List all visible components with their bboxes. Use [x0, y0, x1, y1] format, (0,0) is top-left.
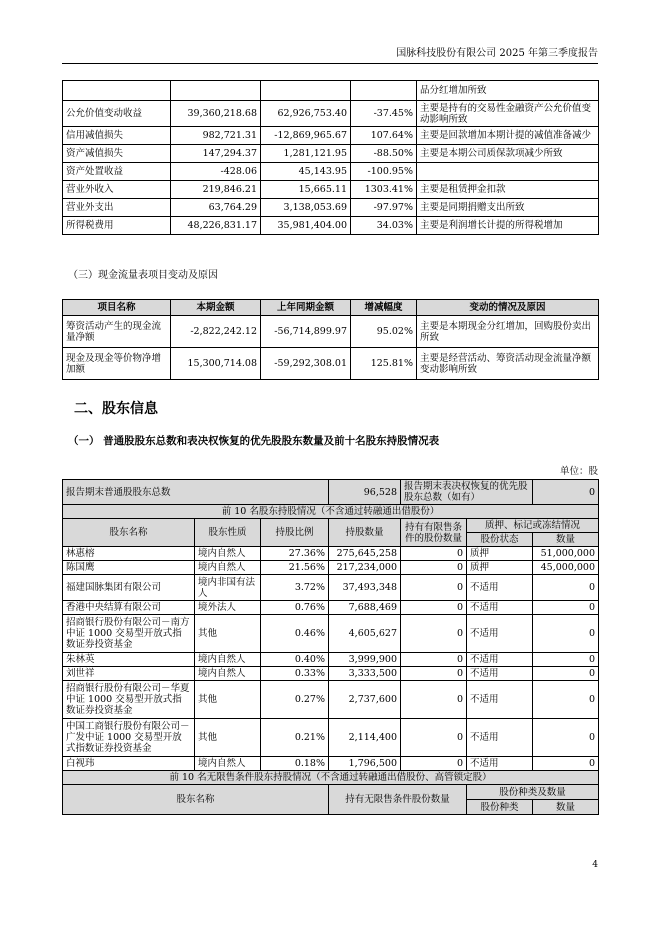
holder-name: 陈国鹰	[63, 561, 195, 575]
holder-qty: 275,645,258	[329, 547, 401, 561]
holder-ratio: 0.46%	[261, 615, 329, 653]
current-amount: -2,822,242.12	[171, 316, 261, 348]
cashflow-heading: （三）现金流量表项目变动及原因	[68, 270, 218, 281]
item-name: 资产减值损失	[63, 145, 171, 163]
holder-pledge-count: 0	[533, 681, 599, 719]
prior-amount: -59,292,308.01	[261, 348, 351, 380]
preferred-holders-label: 报告期末表决权恢复的优先股股东总数（如有）	[401, 480, 533, 505]
holder-status: 不适用	[467, 601, 533, 615]
holder-pledge-count: 0	[533, 757, 599, 771]
current-amount: 219,846.21	[171, 181, 261, 199]
holder-pledge-count: 45,000,000	[533, 561, 599, 575]
table-row	[63, 163, 599, 181]
shareholder-table	[62, 479, 599, 815]
holder-name: 香港中央结算有限公司	[63, 601, 195, 615]
column-header-count: 数量	[533, 533, 599, 547]
table-row	[63, 757, 599, 771]
holder-name: 招商银行股份有限公司－华夏中证 1000 交易型开放式指数证券投资基金	[63, 681, 195, 719]
reason-cell: 主要是本期现金分红增加，回购股份卖出所致	[417, 316, 599, 348]
table-row	[63, 145, 599, 163]
unrestricted-title: 前 10 名无限售条件股东持股情况（不含通过转融通出借股份、高管锁定股）	[63, 771, 599, 785]
table-row	[63, 547, 599, 561]
column-header: 变动的情况及原因	[417, 300, 599, 316]
column-header: 增减幅度	[351, 300, 417, 316]
holder-pledge-count: 0	[533, 653, 599, 667]
holder-name: 中国工商银行股份有限公司－广发中证 1000 交易型开放式指数证券投资基金	[63, 719, 195, 757]
holder-nature: 其他	[195, 681, 261, 719]
holder-nature: 其他	[195, 615, 261, 653]
holder-status: 不适用	[467, 653, 533, 667]
holder-nature: 境内自然人	[195, 561, 261, 575]
subsection-title: （一） 普通股股东总数和表决权恢复的优先股股东数量及前十名股东持股情况表	[68, 435, 440, 447]
current-amount: 48,226,831.17	[171, 217, 261, 235]
top10-title: 前 10 名股东持股情况（不含通过转融通出借股份）	[63, 505, 599, 519]
table-row	[63, 653, 599, 667]
item-name: 信用减值损失	[63, 127, 171, 145]
holder-restricted: 0	[401, 719, 467, 757]
holder-name: 招商银行股份有限公司－南方中证 1000 交易型开放式指数证券投资基金	[63, 615, 195, 653]
holder-qty: 4,605,627	[329, 615, 401, 653]
column-header-count: 数量	[533, 800, 599, 815]
column-header-share-type: 股份种类	[467, 800, 533, 815]
change-rate: -88.50%	[351, 145, 417, 163]
column-header-unrestricted-qty: 持有无限售条件股份数量	[329, 785, 467, 815]
holder-name: 朱林英	[63, 653, 195, 667]
item-name: 现金及现金等价物净增加额	[63, 348, 171, 380]
holder-restricted: 0	[401, 561, 467, 575]
column-header-share-type-group: 股份种类及数量	[467, 785, 599, 800]
item-name: 所得税费用	[63, 217, 171, 235]
table-row	[63, 101, 599, 127]
table-row	[63, 127, 599, 145]
holder-status: 质押	[467, 561, 533, 575]
table-row	[63, 601, 599, 615]
holder-status: 不适用	[467, 757, 533, 771]
holder-qty: 37,493,348	[329, 575, 401, 601]
page-header: 国脉科技股份有限公司 2025 年第三季度报告	[62, 44, 598, 64]
holder-name: 林惠榕	[63, 547, 195, 561]
change-rate: -97.97%	[351, 199, 417, 217]
column-header-qty: 持股数量	[329, 519, 401, 547]
item-name: 筹资活动产生的现金流量净额	[63, 316, 171, 348]
current-amount: 982,721.31	[171, 127, 261, 145]
item-name: 营业外收入	[63, 181, 171, 199]
column-header: 本期金额	[171, 300, 261, 316]
prior-amount: 1,281,121.95	[261, 145, 351, 163]
column-header-nature: 股东性质	[195, 519, 261, 547]
current-amount: 63,764.29	[171, 199, 261, 217]
holder-qty: 217,234,000	[329, 561, 401, 575]
column-header-name: 股东名称	[63, 519, 195, 547]
holder-status: 不适用	[467, 719, 533, 757]
holder-nature: 境内自然人	[195, 757, 261, 771]
holder-restricted: 0	[401, 757, 467, 771]
holder-ratio: 0.27%	[261, 681, 329, 719]
holder-restricted: 0	[401, 547, 467, 561]
prior-amount: 3,138,053.69	[261, 199, 351, 217]
holder-nature: 境内非国有法人	[195, 575, 261, 601]
reason-cell: 主要是利润增长计提的所得税增加	[417, 217, 599, 235]
section-title: 二、股东信息	[74, 401, 158, 417]
item-name: 公允价值变动收益	[63, 101, 171, 127]
holder-status: 不适用	[467, 615, 533, 653]
prior-amount: 15,665.11	[261, 181, 351, 199]
prior-amount: 45,143.95	[261, 163, 351, 181]
current-amount: 39,360,218.68	[171, 101, 261, 127]
holder-nature: 其他	[195, 719, 261, 757]
reason-cell: 主要是租赁押金扣款	[417, 181, 599, 199]
holder-name: 刘世祥	[63, 667, 195, 681]
prior-amount: 62,926,753.40	[261, 101, 351, 127]
holder-nature: 境内自然人	[195, 653, 261, 667]
holder-ratio: 0.18%	[261, 757, 329, 771]
reason-cell: 主要是同期捐赠支出所致	[417, 199, 599, 217]
holder-status: 不适用	[467, 667, 533, 681]
cashflow-variance-table	[62, 299, 599, 380]
holder-restricted: 0	[401, 667, 467, 681]
holder-status: 不适用	[467, 575, 533, 601]
reason-cell: 品分红增加所致	[417, 81, 599, 101]
change-rate: -100.95%	[351, 163, 417, 181]
current-amount: 147,294.37	[171, 145, 261, 163]
holder-ratio: 21.56%	[261, 561, 329, 575]
holder-qty: 1,796,500	[329, 757, 401, 771]
holder-qty: 2,114,400	[329, 719, 401, 757]
change-rate: 125.81%	[351, 348, 417, 380]
holder-pledge-count: 0	[533, 719, 599, 757]
prior-amount: 35,981,404.00	[261, 217, 351, 235]
total-holders-value: 96,528	[329, 480, 401, 505]
table-row	[63, 667, 599, 681]
table-row	[63, 719, 599, 757]
holder-restricted: 0	[401, 575, 467, 601]
holder-ratio: 0.21%	[261, 719, 329, 757]
table-row	[63, 199, 599, 217]
table-row	[63, 561, 599, 575]
preferred-holders-value: 0	[533, 480, 599, 505]
holder-pledge-count: 0	[533, 575, 599, 601]
holder-restricted: 0	[401, 615, 467, 653]
top10-title-row	[63, 505, 599, 519]
holder-pledge-count: 51,000,000	[533, 547, 599, 561]
holder-ratio: 27.36%	[261, 547, 329, 561]
table-header-row	[63, 519, 599, 533]
column-header-ratio: 持股比例	[261, 519, 329, 547]
current-amount: 15,300,714.08	[171, 348, 261, 380]
total-holders-label: 报告期末普通股股东总数	[63, 480, 329, 505]
table-row	[63, 217, 599, 235]
column-header-name: 股东名称	[63, 785, 329, 815]
holder-restricted: 0	[401, 653, 467, 667]
table-header-row	[63, 785, 599, 800]
table-row	[63, 615, 599, 653]
holder-ratio: 0.33%	[261, 667, 329, 681]
holder-restricted: 0	[401, 681, 467, 719]
holder-qty: 3,333,500	[329, 667, 401, 681]
reason-cell: 主要是持有的交易性金融资产公允价值变动影响所致	[417, 101, 599, 127]
holder-ratio: 0.76%	[261, 601, 329, 615]
table-row	[63, 575, 599, 601]
item-name: 营业外支出	[63, 199, 171, 217]
change-rate: 1303.41%	[351, 181, 417, 199]
holder-status: 不适用	[467, 681, 533, 719]
column-header: 项目名称	[63, 300, 171, 316]
item-name: 资产处置收益	[63, 163, 171, 181]
reason-cell: 主要是回款增加本期计提的减值准备减少	[417, 127, 599, 145]
pl-variance-table	[62, 80, 599, 235]
holder-status: 质押	[467, 547, 533, 561]
holder-nature: 境外法人	[195, 601, 261, 615]
reason-cell: 主要是本期公司质保款项减少所致	[417, 145, 599, 163]
holder-pledge-count: 0	[533, 667, 599, 681]
change-rate: 107.64%	[351, 127, 417, 145]
table-row	[63, 348, 599, 380]
reason-cell: 主要是经营活动、筹资活动现金流量净额变动影响所致	[417, 348, 599, 380]
summary-row	[63, 480, 599, 505]
holder-nature: 境内自然人	[195, 547, 261, 561]
current-amount: -428.06	[171, 163, 261, 181]
holder-qty: 2,737,600	[329, 681, 401, 719]
page-number: 4	[592, 860, 598, 870]
holder-name: 白视玮	[63, 757, 195, 771]
unrestricted-title-row	[63, 771, 599, 785]
reason-cell	[417, 163, 599, 181]
holder-ratio: 3.72%	[261, 575, 329, 601]
unit-label: 单位：股	[559, 466, 598, 477]
change-rate: 95.02%	[351, 316, 417, 348]
holder-pledge-count: 0	[533, 615, 599, 653]
prior-amount: -12,869,965.67	[261, 127, 351, 145]
change-rate: 34.03%	[351, 217, 417, 235]
table-row	[63, 81, 599, 101]
table-row	[63, 316, 599, 348]
holder-qty: 3,999,900	[329, 653, 401, 667]
column-header-pledge: 质押、标记或冻结情况	[467, 519, 599, 533]
holder-name: 福建国脉集团有限公司	[63, 575, 195, 601]
table-row	[63, 681, 599, 719]
column-header: 上年同期金额	[261, 300, 351, 316]
holder-pledge-count: 0	[533, 601, 599, 615]
table-row	[63, 181, 599, 199]
column-header-restricted: 持有有限售条件的股份数量	[401, 519, 467, 547]
prior-amount: -56,714,899.97	[261, 316, 351, 348]
holder-nature: 境内自然人	[195, 667, 261, 681]
change-rate: -37.45%	[351, 101, 417, 127]
holder-qty: 7,688,469	[329, 601, 401, 615]
holder-ratio: 0.40%	[261, 653, 329, 667]
holder-restricted: 0	[401, 601, 467, 615]
column-header-status: 股份状态	[467, 533, 533, 547]
table-header-row	[63, 300, 599, 316]
